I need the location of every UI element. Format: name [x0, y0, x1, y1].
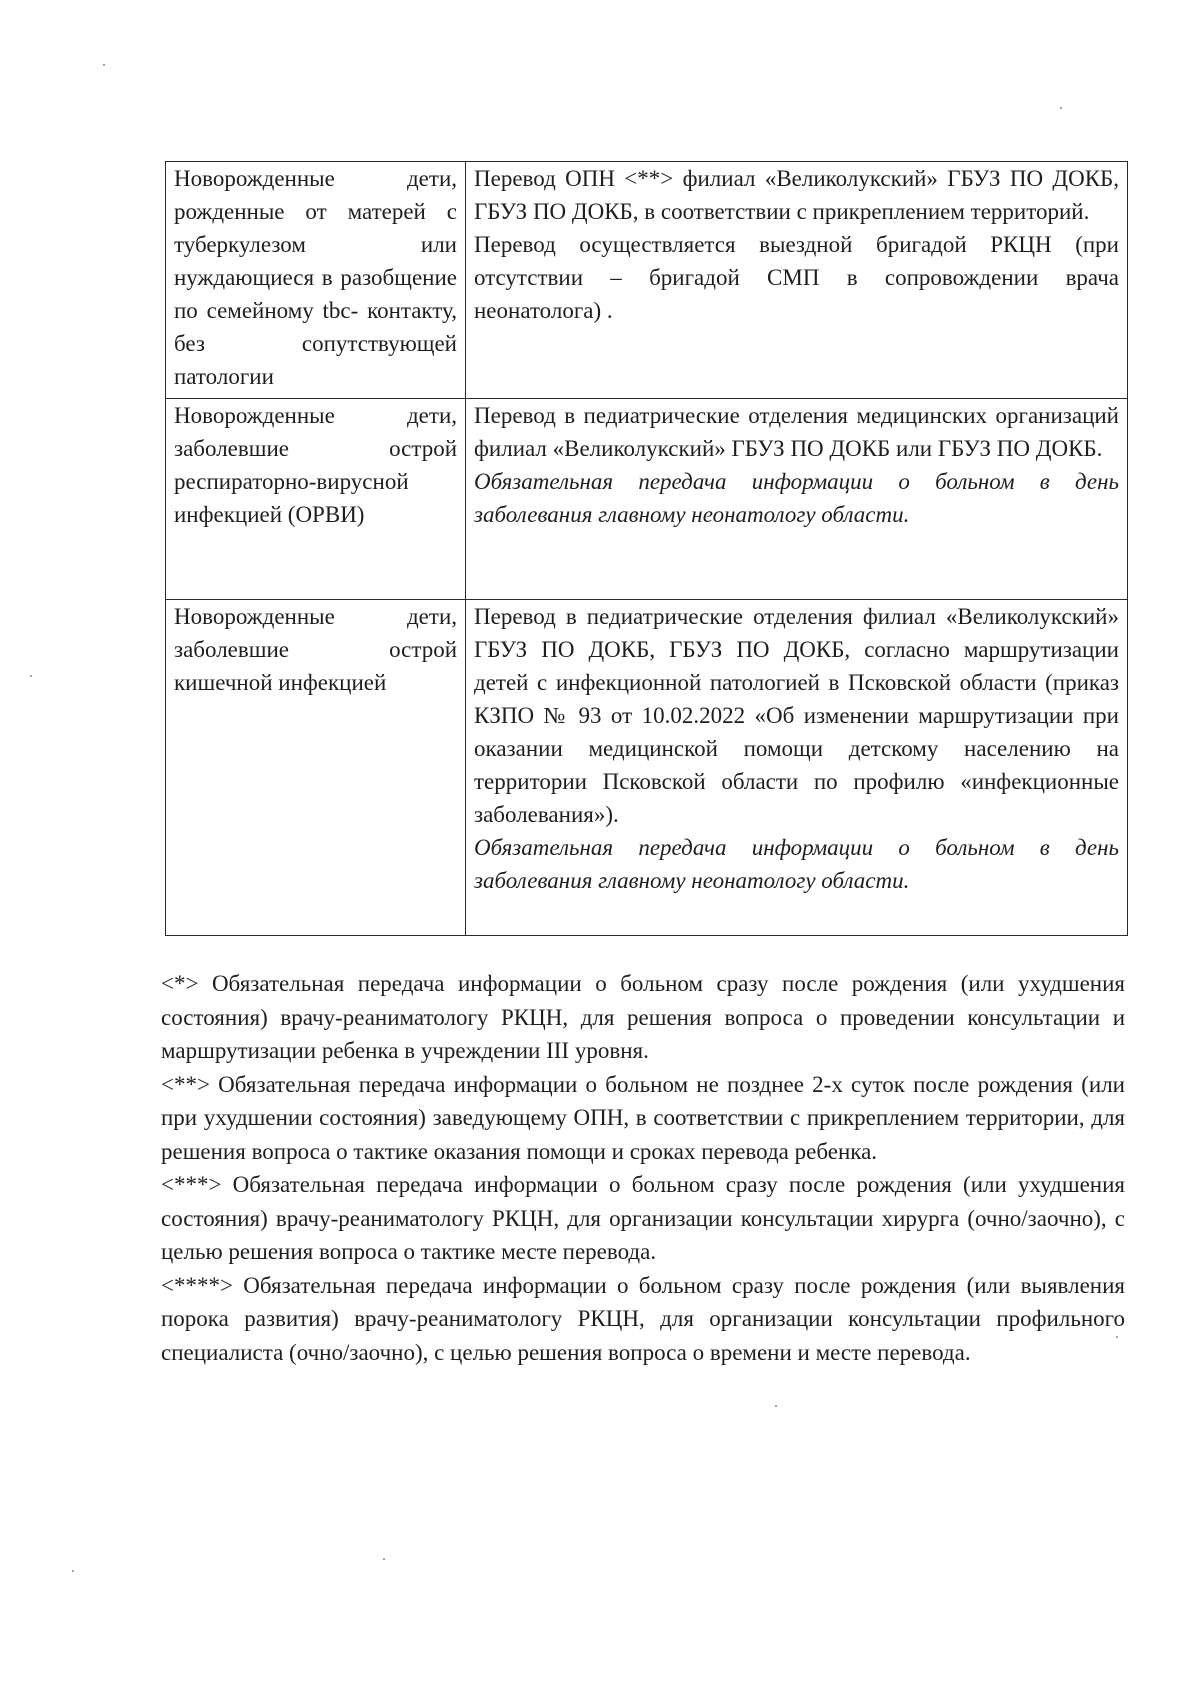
patient-group-text: Новорожденные дети, заболевшие острой респираторно-вирусной инфекцией (ОРВИ): [174, 403, 457, 527]
patient-group-cell: [166, 600, 466, 936]
footnote: <***> Обязательная передача информации о больном сразу после рождения (или ухудшения состояния) врачу-реаниматологу РКЦН, для организации консультации хирурга (очно/заочно), с целью решения вопроса о тактике месте перевода.: [161, 1172, 1125, 1264]
procedure-paragraph: Перевод в педиатрические отделения филиал «Великолукский» ГБУЗ ПО ДОКБ, ГБУЗ ПО ДОКБ, согласно маршрутизации детей с инфекционной патологией в Псковской области (приказ КЗПО № 93 от 10.02.2022 «Об изменении маршрутизации при оказании медицинской помощи детскому населению на территории Псковской области по профилю «инфекционные заболевания»).: [474, 604, 1119, 827]
patient-group-cell: [166, 162, 466, 399]
scan-speck: [1116, 1336, 1118, 1338]
patient-group-text: Новорожденные дети, заболевшие острой кишечной инфекцией: [174, 604, 457, 695]
procedure-paragraph: Перевод в педиатрические отделения медицинских организаций филиал «Великолукский» ГБУЗ ПО ДОКБ или ГБУЗ ПО ДОКБ.: [474, 403, 1119, 461]
transfer-procedure-cell: [466, 162, 1128, 399]
table-row: [166, 399, 1128, 600]
transfer-procedure-cell: [466, 600, 1128, 936]
procedure-paragraph: Перевод осуществляется выездной бригадой РКЦН (при отсутствии – бригадой СМП в сопровождении врача неонатолога) .: [474, 232, 1119, 323]
scan-speck: [775, 1405, 777, 1407]
table-row: [166, 600, 1128, 936]
transfer-procedure-cell: [466, 399, 1128, 600]
notification-note: Обязательная передача информации о больном в день заболевания главному неонатологу области.: [474, 469, 1119, 527]
routing-table: [165, 161, 1128, 936]
footnotes-section: [161, 967, 1125, 1369]
procedure-paragraph: Перевод ОПН <**> филиал «Великолукский» ГБУЗ ПО ДОКБ, ГБУЗ ПО ДОКБ, в соответствии с прикреплением территорий.: [474, 166, 1119, 224]
footnote: <*> Обязательная передача информации о больном сразу после рождения (или ухудшения состояния) врачу-реаниматологу РКЦН, для решения вопроса о проведении консультации и маршрутизации ребенка в учреждении III уровня.: [161, 971, 1125, 1063]
scan-speck: [72, 1570, 74, 1572]
scan-speck: [103, 64, 105, 66]
table-row: [166, 162, 1128, 399]
footnote: <****> Обязательная передача информации о больном сразу после рождения (или выявления порока развития) врачу-реаниматологу РКЦН, для организации консультации профильного специалиста (очно/заочно), с целью решения вопроса о времени и месте перевода.: [161, 1272, 1125, 1365]
patient-group-text: Новорожденные дети, рожденные от матерей с туберкулезом или нуждающиеся в разобщение по семейному tbc- контакту, без сопутствующей патологии: [174, 166, 457, 389]
patient-group-cell: [166, 399, 466, 600]
scan-speck: [1060, 107, 1062, 109]
notification-note: Обязательная передача информации о больном в день заболевания главному неонатологу области.: [474, 835, 1119, 893]
scan-speck: [383, 1558, 385, 1560]
scan-speck: [30, 675, 32, 677]
footnote: <**> Обязательная передача информации о больном не позднее 2-х суток после рождения (или при ухудшении состояния) заведующему ОПН, в соответствии с прикреплением территории, для решения вопроса о тактике оказания помощи и сроках перевода ребенка.: [161, 1071, 1125, 1164]
